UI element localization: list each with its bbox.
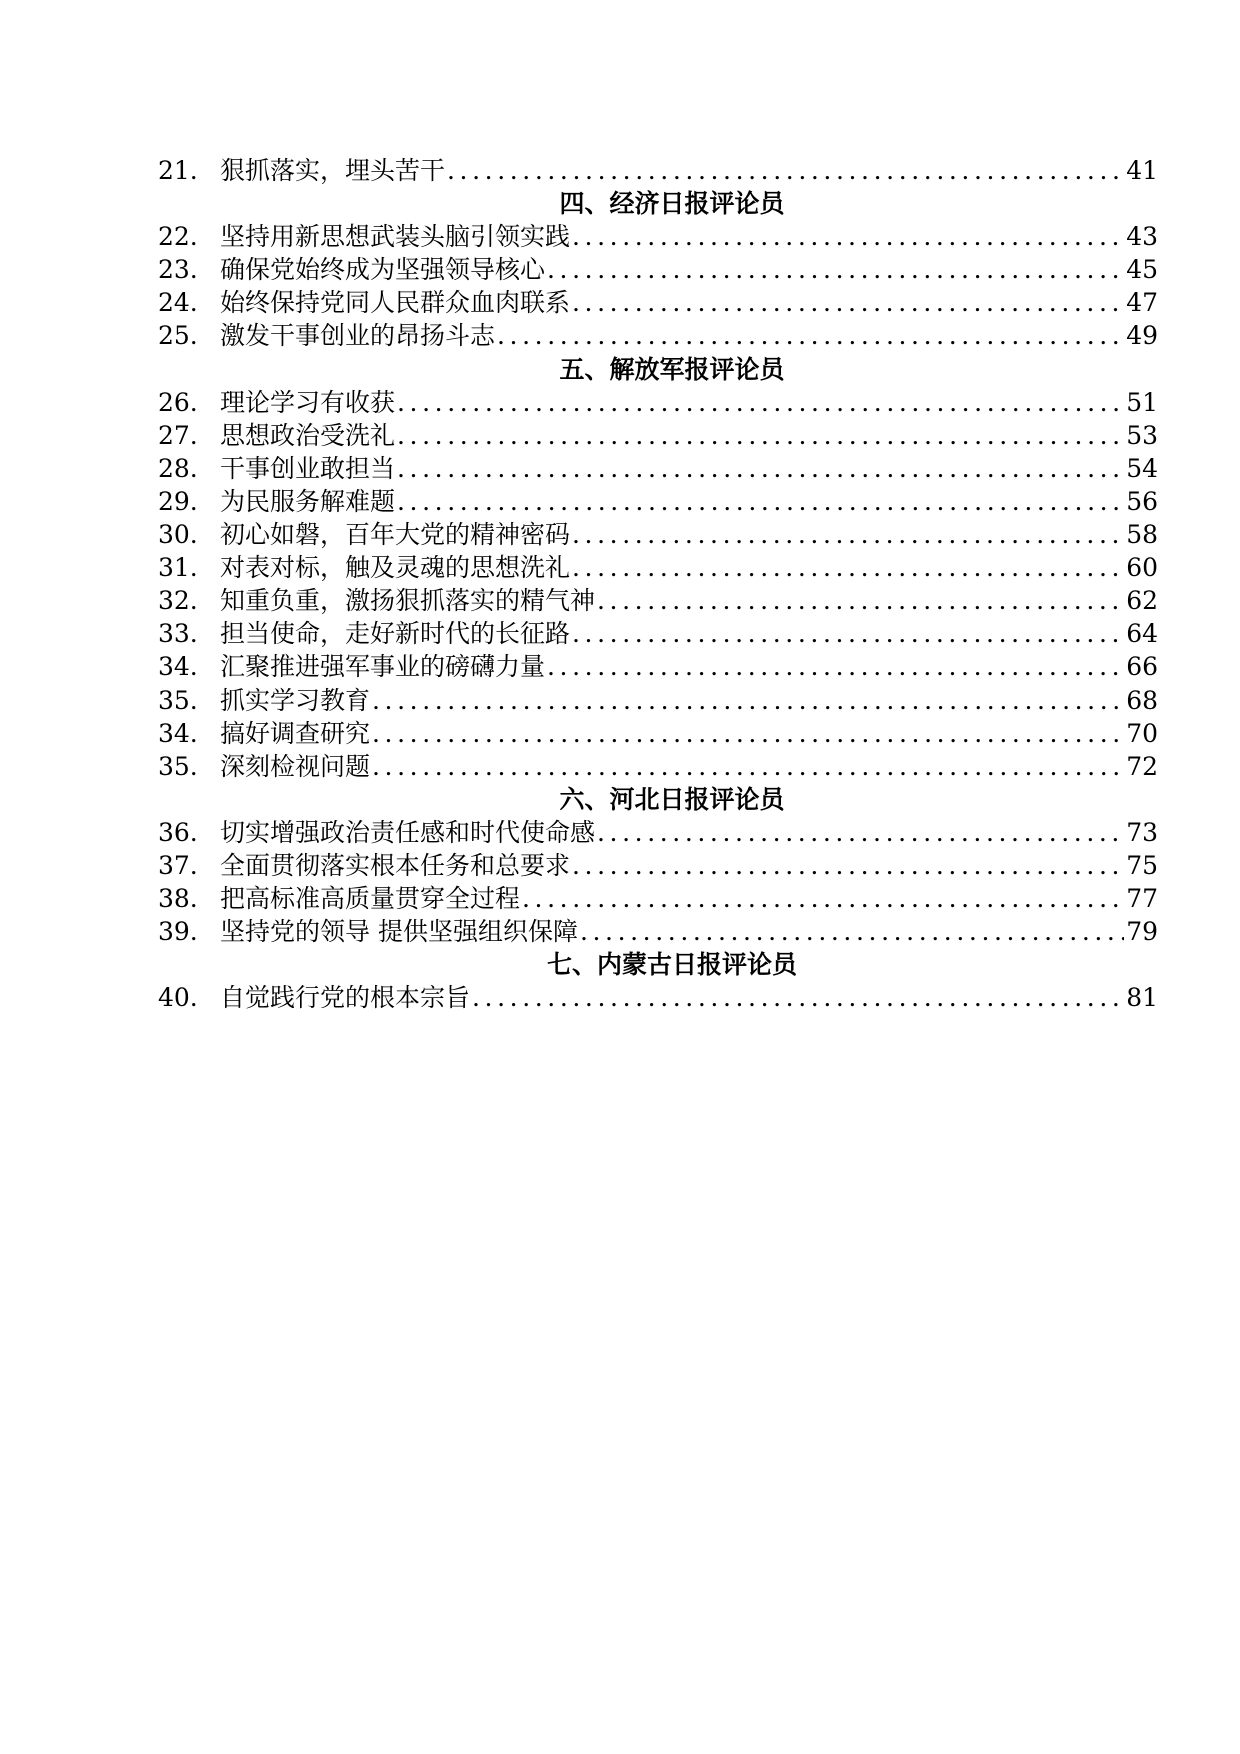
toc-entry bbox=[158, 882, 1158, 915]
toc-entry-page-number: 45 bbox=[1126, 255, 1158, 285]
toc-entry-title: 始终保持党同人民群众血肉联系 bbox=[220, 288, 571, 318]
dot-leader bbox=[572, 849, 1124, 882]
toc-entry-page-number: 54 bbox=[1126, 453, 1158, 483]
toc-section-heading: 六、河北日报评论员 bbox=[559, 784, 785, 814]
toc-entry-number: 27. bbox=[158, 420, 198, 450]
toc-entry-number: 34. bbox=[158, 652, 198, 682]
toc-entry-title: 坚持党的领导 提供坚强组织保障 bbox=[220, 917, 578, 947]
toc-entry-page-number: 64 bbox=[1126, 619, 1158, 649]
dot-leader bbox=[597, 584, 1124, 617]
toc-entry-page-number: 81 bbox=[1126, 983, 1158, 1013]
toc-entry bbox=[158, 386, 1158, 419]
toc-entry-page-number: 51 bbox=[1126, 387, 1158, 417]
toc-entry-number: 26. bbox=[158, 387, 198, 417]
toc-entry-title: 理论学习有收获 bbox=[220, 387, 396, 417]
toc-entry-page-number: 43 bbox=[1126, 222, 1158, 252]
toc-entry bbox=[158, 518, 1158, 551]
toc-entry-number: 34. bbox=[158, 718, 198, 748]
table-of-contents bbox=[158, 154, 1158, 1014]
toc-entry-title: 全面贯彻落实根本任务和总要求 bbox=[220, 850, 571, 880]
toc-entry-number: 30. bbox=[158, 520, 198, 550]
toc-entry-number: 32. bbox=[158, 586, 198, 616]
toc-entry-number: 24. bbox=[158, 288, 198, 318]
toc-entry-number: 37. bbox=[158, 850, 198, 880]
toc-entry bbox=[158, 915, 1158, 948]
toc-entry-page-number: 47 bbox=[1126, 288, 1158, 318]
toc-entry-page-number: 68 bbox=[1126, 685, 1158, 715]
toc-entry bbox=[158, 319, 1158, 352]
toc-entry bbox=[158, 419, 1158, 452]
toc-entry bbox=[158, 650, 1158, 683]
toc-section-heading: 七、内蒙古日报评论员 bbox=[546, 950, 797, 980]
toc-entry-title: 确保党始终成为坚强领导核心 bbox=[220, 255, 546, 285]
toc-entry bbox=[158, 584, 1158, 617]
dot-leader bbox=[397, 485, 1124, 518]
dot-leader bbox=[547, 253, 1124, 286]
toc-entry-number: 22. bbox=[158, 222, 198, 252]
toc-entry-title: 切实增强政治责任感和时代使命感 bbox=[220, 817, 596, 847]
dot-leader bbox=[497, 319, 1124, 352]
toc-entry bbox=[158, 452, 1158, 485]
dot-leader bbox=[472, 981, 1124, 1014]
dot-leader bbox=[397, 419, 1124, 452]
toc-entry-number: 31. bbox=[158, 553, 198, 583]
toc-entry bbox=[158, 617, 1158, 650]
toc-entry-title: 汇聚推进强军事业的磅礴力量 bbox=[220, 652, 546, 682]
dot-leader bbox=[572, 286, 1124, 319]
toc-entry-title: 狠抓落实，埋头苦干 bbox=[220, 156, 446, 185]
toc-entry-number: 25. bbox=[158, 321, 198, 351]
toc-entry-page-number: 41 bbox=[1126, 156, 1158, 185]
toc-entry-page-number: 72 bbox=[1126, 751, 1158, 781]
toc-entry-page-number: 62 bbox=[1126, 586, 1158, 616]
dot-leader bbox=[397, 386, 1124, 419]
toc-entry-title: 为民服务解难题 bbox=[220, 486, 396, 516]
toc-entry bbox=[158, 551, 1158, 584]
dot-leader bbox=[572, 518, 1124, 551]
toc-entry bbox=[158, 154, 1158, 187]
toc-entry-page-number: 75 bbox=[1126, 850, 1158, 880]
dot-leader bbox=[397, 452, 1124, 485]
toc-entry bbox=[158, 981, 1158, 1014]
dot-leader bbox=[372, 684, 1124, 717]
toc-entry-title: 干事创业敢担当 bbox=[220, 453, 396, 483]
toc-entry bbox=[158, 684, 1158, 717]
toc-entry-title: 担当使命，走好新时代的长征路 bbox=[220, 619, 571, 649]
toc-entry-title: 自觉践行党的根本宗旨 bbox=[220, 983, 471, 1013]
dot-leader bbox=[522, 882, 1124, 915]
toc-entry-page-number: 53 bbox=[1126, 420, 1158, 450]
toc-entry-title: 坚持用新思想武装头脑引领实践 bbox=[220, 222, 571, 252]
dot-leader bbox=[372, 750, 1124, 783]
toc-entry-number: 23. bbox=[158, 255, 198, 285]
toc-entry-title: 抓实学习教育 bbox=[220, 685, 371, 715]
dot-leader bbox=[572, 551, 1124, 584]
toc-entry-page-number: 49 bbox=[1126, 321, 1158, 351]
toc-entry bbox=[158, 286, 1158, 319]
toc-entry bbox=[158, 816, 1158, 849]
dot-leader bbox=[572, 220, 1124, 253]
toc-entry-page-number: 79 bbox=[1126, 917, 1158, 947]
toc-entry-number: 28. bbox=[158, 453, 198, 483]
toc-entry-number: 35. bbox=[158, 685, 198, 715]
dot-leader bbox=[597, 816, 1124, 849]
toc-entry-title: 初心如磐，百年大党的精神密码 bbox=[220, 520, 571, 550]
toc-entry-page-number: 60 bbox=[1126, 553, 1158, 583]
toc-entry-title: 思想政治受洗礼 bbox=[220, 420, 396, 450]
toc-entry-title: 激发干事创业的昂扬斗志 bbox=[220, 321, 496, 351]
toc-entry bbox=[158, 849, 1158, 882]
toc-entry-number: 21. bbox=[158, 156, 198, 185]
dot-leader bbox=[572, 617, 1124, 650]
toc-entry-number: 35. bbox=[158, 751, 198, 781]
toc-entry-number: 38. bbox=[158, 884, 198, 914]
toc-entry-number: 40. bbox=[158, 983, 198, 1013]
dot-leader bbox=[547, 650, 1124, 683]
toc-entry bbox=[158, 253, 1158, 286]
dot-leader bbox=[447, 154, 1124, 187]
toc-entry-page-number: 56 bbox=[1126, 486, 1158, 516]
toc-entry-page-number: 77 bbox=[1126, 884, 1158, 914]
toc-entry-number: 36. bbox=[158, 817, 198, 847]
toc-entry-page-number: 70 bbox=[1126, 718, 1158, 748]
toc-entry-title: 知重负重，激扬狠抓落实的精气神 bbox=[220, 586, 596, 616]
toc-entry-number: 29. bbox=[158, 486, 198, 516]
toc-entry bbox=[158, 750, 1158, 783]
toc-section-heading: 四、经济日报评论员 bbox=[559, 189, 785, 219]
dot-leader bbox=[372, 717, 1124, 750]
toc-entry-number: 33. bbox=[158, 619, 198, 649]
toc-entry-title: 对表对标，触及灵魂的思想洗礼 bbox=[220, 553, 571, 583]
toc-entry bbox=[158, 220, 1158, 253]
toc-entry-number: 39. bbox=[158, 917, 198, 947]
dot-leader bbox=[580, 915, 1124, 948]
toc-entry-page-number: 58 bbox=[1126, 520, 1158, 550]
toc-section-heading: 五、解放军报评论员 bbox=[559, 354, 785, 384]
toc-entry bbox=[158, 717, 1158, 750]
toc-entry-title: 搞好调查研究 bbox=[220, 718, 371, 748]
toc-entry-title: 深刻检视问题 bbox=[220, 751, 371, 781]
toc-entry bbox=[158, 485, 1158, 518]
toc-entry-page-number: 73 bbox=[1126, 817, 1158, 847]
toc-entry-page-number: 66 bbox=[1126, 652, 1158, 682]
toc-entry-title: 把高标准高质量贯穿全过程 bbox=[220, 884, 521, 914]
